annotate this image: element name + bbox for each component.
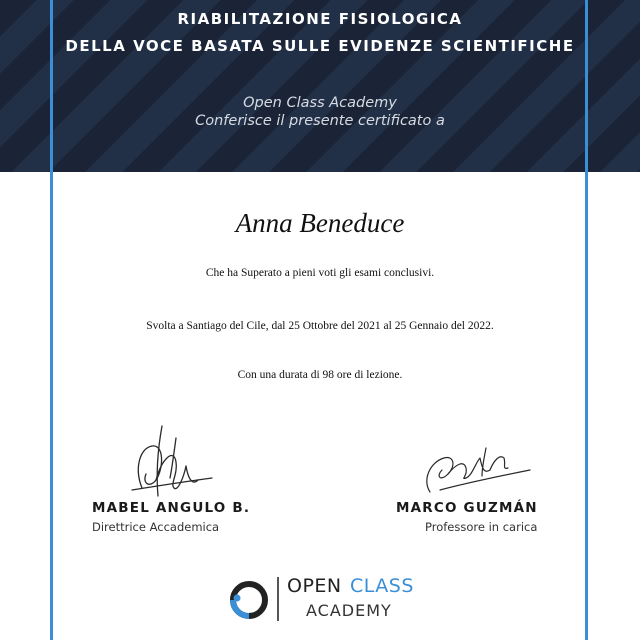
signature-left [112,418,222,503]
signatory-role-left: Direttrice Accademica [92,520,220,534]
open-class-logo-icon [227,578,271,622]
duration-statement: Con una durata di 98 ore di lezione. [237,369,403,381]
course-title-line2: DELLA VOCE BASATA SULLE EVIDENZE SCIENTIFICHE [65,37,575,55]
signatory-role-right: Professore in carica [425,520,538,534]
logo-separator [277,577,279,621]
dates-statement: Svolta a Santiago del Cile, dal 25 Ottobre del 2021 al 25 Gennaio del 2022. [146,320,494,332]
logo-word-open: OPEN [287,575,342,597]
exams-statement: Che ha Superato a pieni voti gli esami conclusivi. [205,267,435,279]
course-title-line1: RIABILITAZIONE FISIOLOGICA [177,10,463,28]
signature-right [410,440,535,500]
signatory-name-left: MABEL ANGULO B. [92,500,251,516]
logo-word-academy: ACADEMY [306,601,392,620]
issuer-name: Open Class Academy [243,95,397,111]
recipient-name: Anna Beneduce [235,208,405,238]
award-text: Conferisce il presente certificato a [195,113,445,129]
signatory-name-right: MARCO GUZMÁN [396,500,538,516]
logo-word-class: CLASS [350,575,414,597]
